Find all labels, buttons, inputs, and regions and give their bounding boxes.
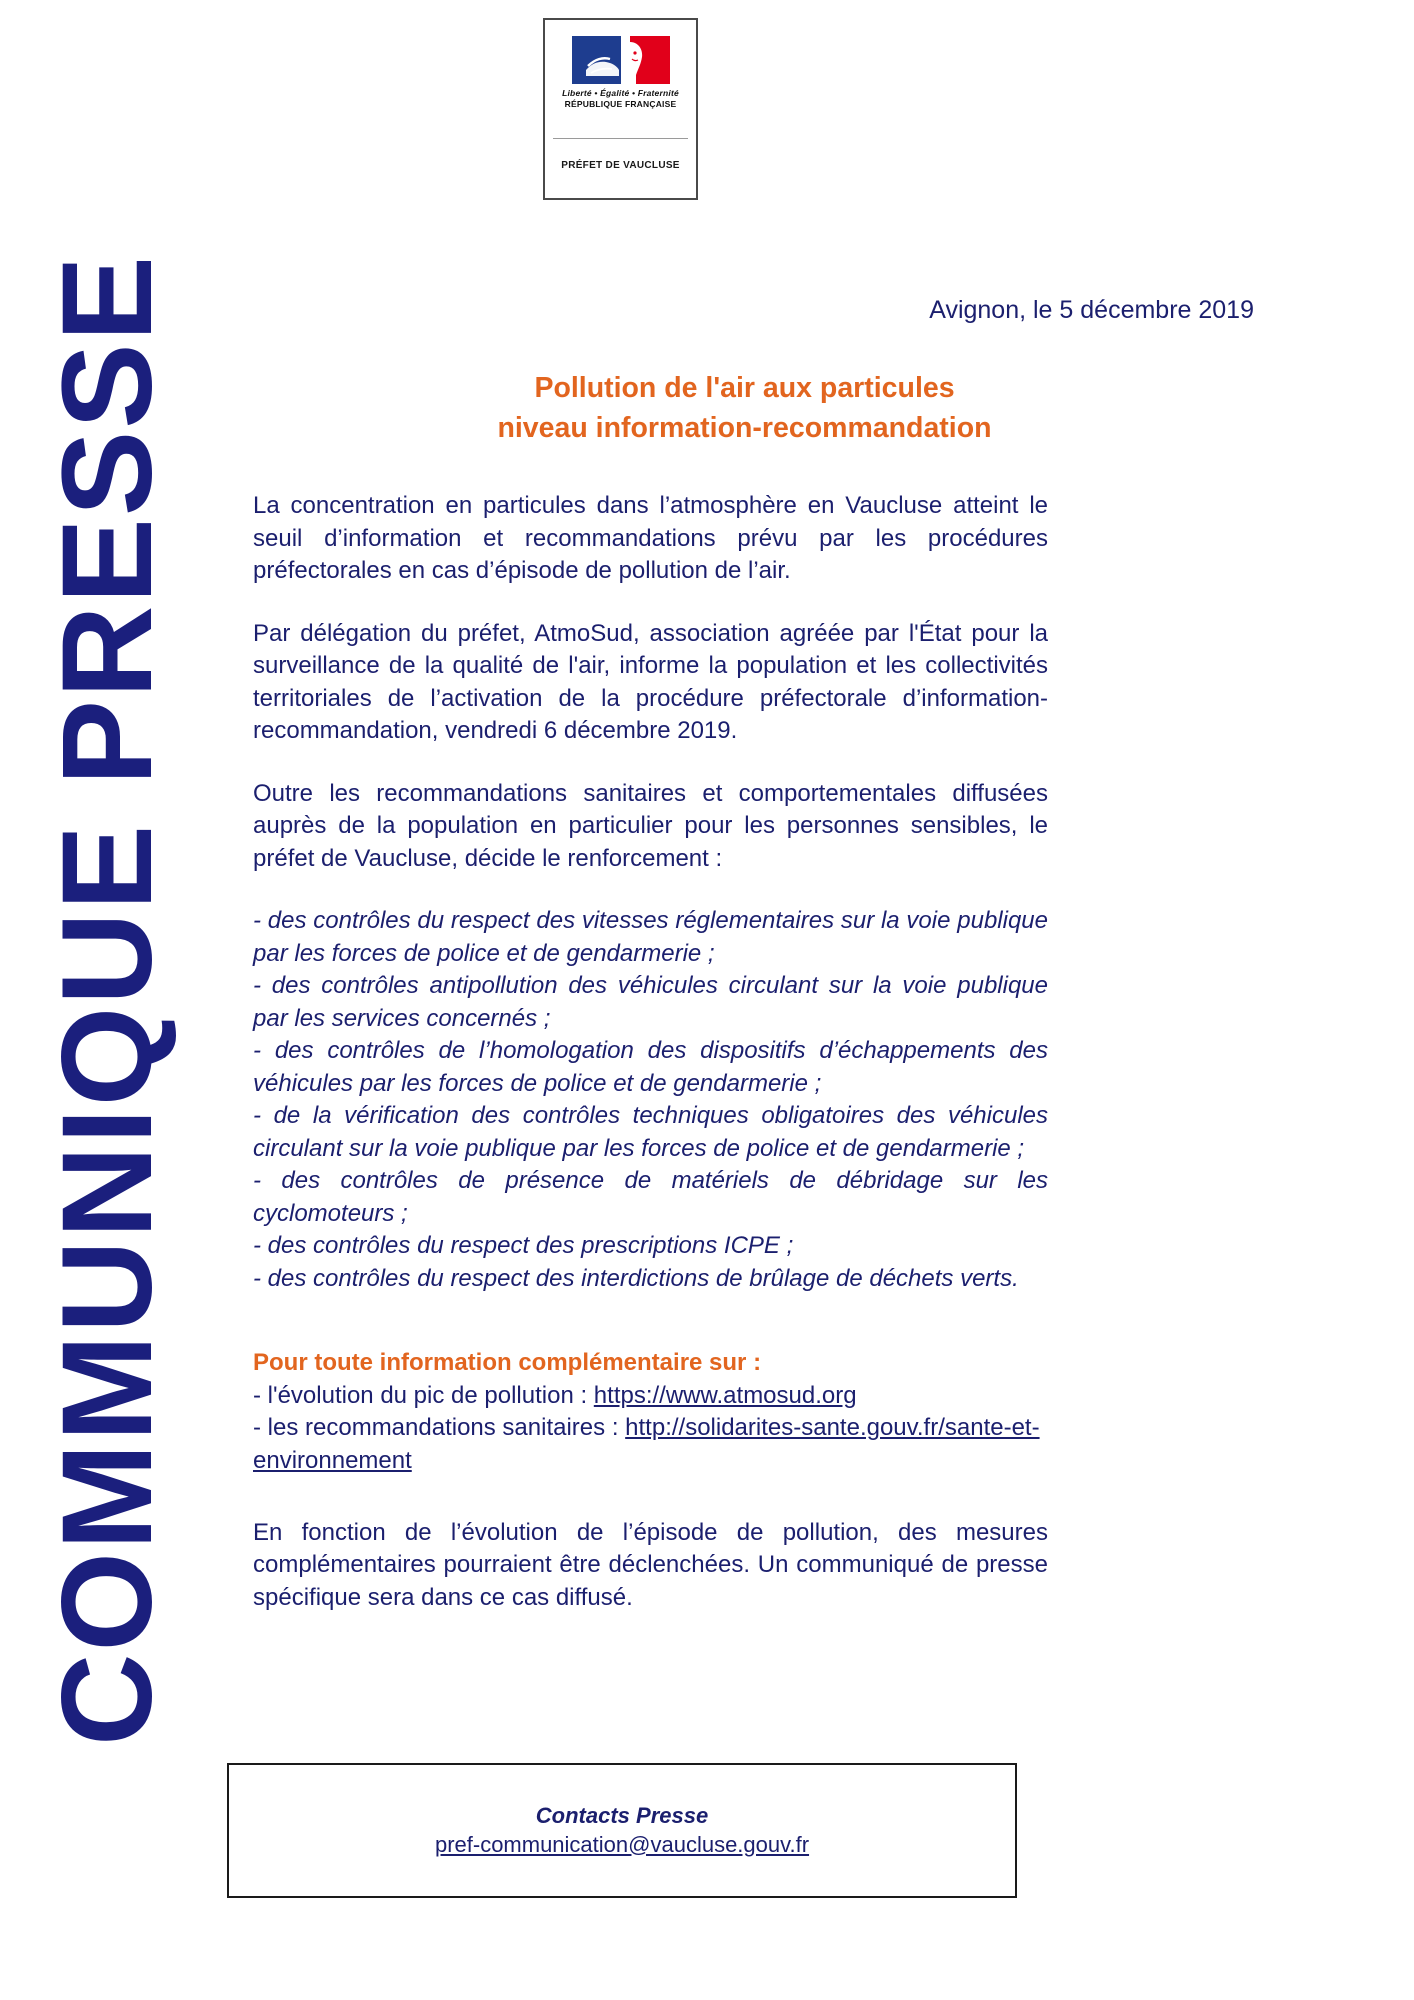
paragraph-2: Par délégation du préfet, AtmoSud, association agréée par l'État pour la surveillance de la qualité de l'air, informe la population et les collectivités territoriales de l’activation de la procédure préfectorale d’information-recommandation, vendredi 6 décembre 2019. <box>253 619 1048 745</box>
measure-item: - des contrôles antipollution des véhicules circulant sur la voie publique par les services concernés ; <box>253 972 1048 1032</box>
info-item-health-recommendations-label: - les recommandations sanitaires : <box>253 1414 626 1442</box>
prefecture-name: PRÉFET DE VAUCLUSE <box>561 160 680 171</box>
paragraph-1: La concentration en particules dans l’atmosphère en Vaucluse atteint le seuil d’information et recommandations prévu par les procédures préfectorales en cas d’épisode de pollution de l’air. <box>253 492 1048 585</box>
measures-list <box>253 905 1048 1295</box>
measure-item: - des contrôles de l’homologation des dispositifs d’échappements des véhicules par les forces de police et de gendarmerie ; <box>253 1037 1048 1097</box>
measure-item: - des contrôles du respect des interdictions de brûlage de déchets verts. <box>253 1264 1019 1292</box>
republic-logo <box>545 20 696 138</box>
more-info-list <box>253 1380 1048 1477</box>
more-info-heading: Pour toute information complémentaire sur : <box>253 1349 762 1377</box>
prefecture-logo-box <box>543 18 698 200</box>
atmosud-link[interactable]: https://www.atmosud.org <box>593 1381 857 1409</box>
info-item-pollution-peak-label: - l'évolution du pic de pollution : <box>253 1381 594 1409</box>
measure-item: - de la vérification des contrôles techniques obligatoires des véhicules circulant sur la voie publique par les forces de police et de gendarmerie ; <box>253 1102 1048 1162</box>
info-item-health-recommendations <box>253 1412 1048 1477</box>
vertical-banner <box>0 0 215 2000</box>
republic-name: RÉPUBLIQUE FRANÇAISE <box>564 99 677 109</box>
logo-divider <box>553 138 688 139</box>
paragraph-4: En fonction de l’évolution de l’épisode de pollution, des mesures complémentaires pourraient être déclenchées. Un communiqué de presse spécifique sera dans ce cas diffusé. <box>253 1518 1048 1611</box>
press-contacts-title: Contacts Presse <box>535 1802 709 1828</box>
page-title-line2: niveau information-recommandation <box>497 412 992 445</box>
press-contact-email-link[interactable]: pref-communication@vaucluse.gouv.fr <box>434 1831 810 1857</box>
vertical-banner-text: COMMUNIQUE PRESSE <box>35 254 179 1746</box>
marianne-flag-icon <box>572 36 670 84</box>
page-title <box>225 368 1264 449</box>
dateline: Avignon, le 5 décembre 2019 <box>929 296 1254 324</box>
info-item-pollution-peak <box>253 1380 1048 1412</box>
measure-item: - des contrôles de présence de matériels de débridage sur les cyclomoteurs ; <box>253 1167 1048 1227</box>
republic-motto: Liberté • Égalité • Fraternité <box>562 88 679 98</box>
measure-item: - des contrôles du respect des vitesses réglementaires sur la voie publique par les forces de police et de gendarmerie ; <box>253 907 1048 967</box>
press-contacts-box <box>227 1763 1017 1898</box>
measure-item: - des contrôles du respect des prescriptions ICPE ; <box>253 1232 794 1260</box>
paragraph-3: Outre les recommandations sanitaires et comportementales diffusées auprès de la population en particulier pour les personnes sensibles, le préfet de Vaucluse, décide le renforcement : <box>253 779 1048 872</box>
solidarites-sante-link[interactable]: http://solidarites-sante.gouv.fr/sante-et-environnement <box>253 1414 1040 1474</box>
main-content-column <box>225 0 1414 2000</box>
page-title-line1: Pollution de l'air aux particules <box>534 372 955 404</box>
body-text <box>253 490 1048 1614</box>
